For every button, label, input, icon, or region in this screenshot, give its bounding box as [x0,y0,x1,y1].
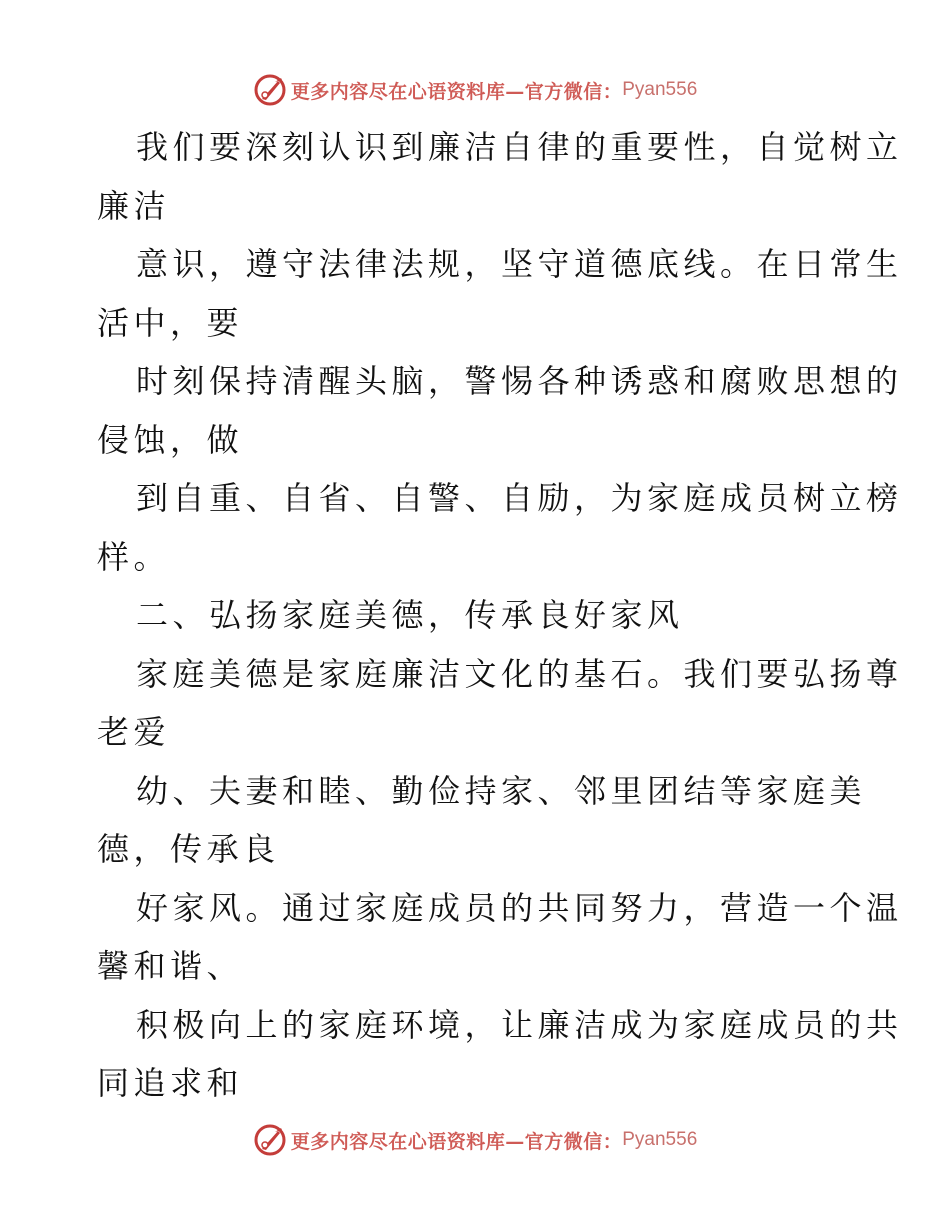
header-wechat-id: Pyan556 [622,79,698,100]
paragraph-line: 幼、夫妻和睦、勤俭持家、邻里团结等家庭美 [136,771,867,810]
paragraph-line: 侵蚀，做 [97,420,244,459]
paragraph-line: 家庭美德是家庭廉洁文化的基石。我们要弘扬尊 [136,654,903,693]
paragraph-line: 老爱 [97,713,171,751]
paragraph-line: 廉洁 [97,186,171,225]
quill-seal-icon [253,73,287,107]
paragraph-line: 时刻保持清醒头脑，警惕各种诱惑和腐败思想的 [136,362,903,400]
paragraph-line: 同追求和 [97,1064,244,1102]
paragraph-line: 馨和谐、 [97,947,244,985]
header-banner [0,70,950,110]
paragraph-line: 好家风。通过家庭成员的共同努力，营造一个温 [136,888,903,927]
footer-wechat-id: Pyan556 [622,1129,698,1150]
paragraph-line: 积极向上的家庭环境，让廉洁成为家庭成员的共 [136,1005,903,1044]
paragraph-line: 到自重、自省、自警、自励，为家庭成员树立榜 [136,479,903,517]
quill-seal-icon [253,1123,287,1157]
paragraph-line: 样。 [97,537,171,576]
paragraph-line: 我们要深刻认识到廉洁自律的重要性，自觉树立 [136,128,903,166]
footer-text: 更多内容尽在心语资料库—官方微信： [290,1130,623,1153]
footer-banner [0,1120,950,1160]
header-text: 更多内容尽在心语资料库—官方微信： [290,80,623,103]
paragraph-line: 活中，要 [97,303,244,342]
paragraph-line: 二、弘扬家庭美德，传承良好家风 [136,596,684,634]
paragraph-line: 德，传承良 [97,830,280,868]
paragraph-line: 意识，遵守法律法规，坚守道德底线。在日常生 [136,245,903,283]
